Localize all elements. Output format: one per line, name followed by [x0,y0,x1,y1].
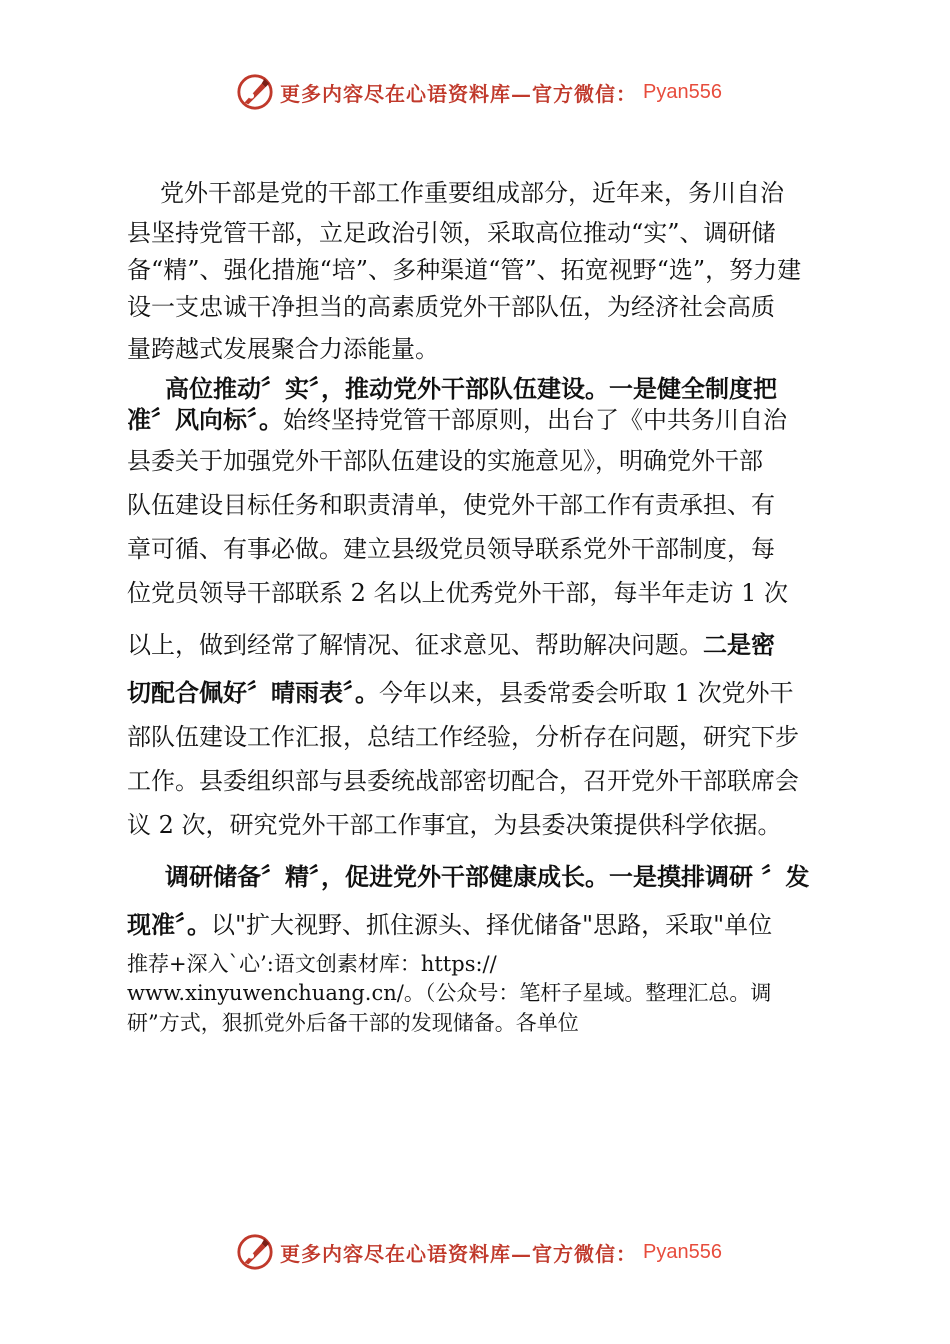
intro-line-1: 党外干部是党的干部工作重要组成部分，近年来，务川自治 [160,179,784,207]
section1-subheading-2-end: 切配合佩好〞晴雨表〞。 [127,679,379,707]
intro-line-3: 备“精”、强化措施“培”、多种渠道“管”、拓宽视野“选”，努力建 [127,256,802,284]
banner-wechat-handle: Pyan556 [643,80,722,103]
section1-heading: 高位推动〞实〞，推动党外干部队伍建设。一是健全制度把 [165,375,777,403]
section1-line-4: 队伍建设目标任务和职责清单，使党外干部工作有责承担、有 [127,491,775,519]
section1-subheading-2-start: 二是密 [703,631,775,659]
section1-subheading-1-end: 准〞风向标〞。 [127,406,283,434]
section1-line-1 [165,374,777,404]
section1-text: 今年以来，县委常委会听取 1 次党外干 [379,679,794,707]
intro-line-2: 县坚持党管干部，立足政治引领，采取高位推动“实”、调研储 [127,219,776,247]
intro-line-4: 设一支忠诚干净担当的高素质党外干部队伍，为经济社会高质 [127,293,775,321]
banner-text: 更多内容尽在心语资料库—官方微信： [280,1241,637,1266]
section2-line-2 [127,910,772,940]
pen-circle-logo-icon [236,73,274,111]
intro-line-5: 量跨越式发展聚合力添能量。 [127,335,439,363]
banner-wechat-handle: Pyan556 [643,1240,722,1263]
section1-line-6: 位党员领导干部联系 2 名以上优秀党外干部，每半年走访 1 次 [127,579,789,607]
section1-line-10: 工作。县委组织部与县委统战部密切配合，召开党外干部联席会 [127,767,799,795]
section1-line-5: 章可循、有事必做。建立县级党员领导联系党外干部制度，每 [127,535,775,563]
header-banner [236,72,722,112]
footer-banner [236,1232,722,1272]
pen-circle-logo-icon [236,1233,274,1271]
section1-text: 始终坚持党管干部原则，出台了《中共务川自治 [283,406,787,434]
section2-text: 以"扩大视野、抓住源头、择优储备"思路，采取"单位 [211,911,773,939]
section1-line-3: 县委关于加强党外干部队伍建设的实施意见》，明确党外干部 [127,447,763,475]
section2-line-5: 研”方式，狠抓党外后备干部的发现储备。各单位 [127,1011,579,1035]
section2-line-4: www.xinyuwenchuang.cn/。（公众号：笔杆子星域。整理汇总。调 [127,981,772,1005]
section1-line-2 [127,405,787,435]
section2-subheading-end: 现准〞。 [127,911,211,939]
section1-text: 以上，做到经常了解情况、征求意见、帮助解决问题。 [127,631,703,659]
section1-line-8 [127,678,794,708]
section1-line-11: 议 2 次，研究党外干部工作事宜，为县委决策提供科学依据。 [127,811,782,839]
section1-line-7 [127,630,775,660]
section2-line-1 [165,862,809,892]
section2-line-3: 推荐+深入`心’:语文创素材库：https:// [127,952,497,976]
banner-text: 更多内容尽在心语资料库—官方微信： [280,81,637,106]
section2-heading: 调研储备〞精〞，促进党外干部健康成长。一是摸排调研 〞发 [165,863,810,891]
section1-line-9: 部队伍建设工作汇报，总结工作经验，分析存在问题，研究下步 [127,723,799,751]
